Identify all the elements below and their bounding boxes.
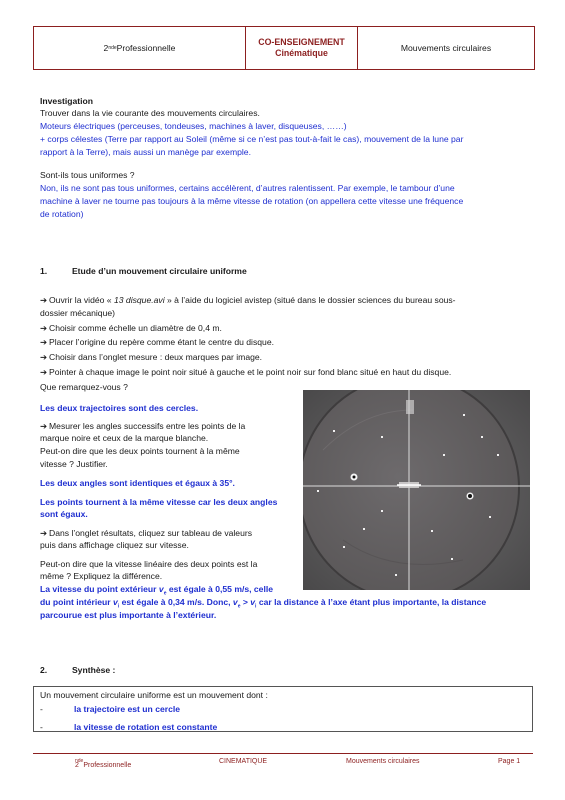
answer1: Les deux trajectoires sont des cercles. [40, 403, 199, 413]
top-marker [406, 400, 414, 414]
section2-title: Synthèse : [71, 665, 116, 675]
investigation-question: Sont-ils tous uniformes ? [40, 170, 135, 180]
answer4-line1: La vitesse du point extérieur $v_e$ est égale à 0,55 m/s, celle [40, 584, 274, 597]
header-level: 2 nde Professionnelle [34, 27, 246, 69]
right-arrow-icon: ➔ [40, 352, 48, 362]
rotating-disk [303, 390, 519, 590]
investigation-title: Investigation [40, 96, 94, 106]
investigation-answer3a: Non, ils ne sont pas tous uniformes, certains accélèrent, d’autres ralentissent. Par exemple, le tambour d’une [40, 183, 455, 193]
right-arrow-icon: ➔ [40, 421, 48, 431]
footer-subject: CINEMATIQUE [219, 758, 268, 765]
disk-video-frame [303, 390, 530, 590]
step6b: marque noire et ceux de la marque blanche. [40, 433, 209, 443]
question1: Que remarquez-vous ? [40, 382, 128, 392]
section1-heading [40, 266, 247, 277]
step1: ➔ Ouvrir la vidéo « 13 disque.avi » à l’aide du logiciel avistep (situé dans le dossier sciences du bureau sous- [40, 295, 456, 305]
section1-number: 1. [40, 266, 48, 276]
synthesis-intro: Un mouvement circulaire uniforme est un mouvement dont : [40, 690, 268, 700]
step6: ➔ Mesurer les angles successifs entre les points de la [40, 421, 246, 431]
header-chapter: Mouvements circulaires [400, 43, 492, 53]
right-arrow-icon: ➔ [40, 528, 48, 538]
investigation-answer3c: de rotation) [40, 209, 84, 219]
step4: ➔ Choisir dans l’onglet mesure : deux marques par image. [40, 352, 263, 362]
investigation-answer3b: machine à laver ne tourne pas toujours à la même vitesse de rotation (on appellera cette vitesse une fréquence [40, 196, 464, 206]
investigation-answer2b: rapport à la Terre), mais aussi un manège par exemple. [40, 147, 251, 157]
investigation-answer2a: + corps célestes (Terre par rapport au Soleil (même si ce n’est pas tout-à-fait le cas), mouvement de la lune par [40, 134, 464, 144]
right-arrow-icon: ➔ [40, 295, 48, 305]
synthesis-box [33, 686, 533, 732]
disk-image [303, 390, 530, 590]
synthesis-dash-1: - [40, 704, 43, 714]
step6d: vitesse ? Justifier. [40, 459, 108, 469]
answer4-line3: parcourue est plus importante à l’extérieur. [40, 610, 217, 620]
header-subject [246, 27, 358, 69]
right-arrow-icon: ➔ [40, 323, 48, 333]
answer4-line2: du point intérieur $v_i$ est égale à 0,34 m/s. Donc, $v_e > v_i$ car la distance à l’axe étant plus importante, la distance [40, 597, 487, 610]
answer3b: sont égaux. [40, 509, 88, 519]
page-footer [33, 753, 533, 772]
footer-page-number: Page 1 [498, 758, 521, 765]
step5: ➔ Pointer à chaque image le point noir situé à gauche et le point noir sur fond blanc situé en haut du disque. [40, 367, 452, 377]
investigation-prompt: Trouver dans la vie courante des mouvements circulaires. [40, 108, 260, 118]
section2-number: 2. [40, 665, 48, 675]
step3: ➔ Placer l’origine du repère comme étant le centre du disque. [40, 337, 274, 347]
header-subject-title: CO-ENSEIGNEMENT [258, 37, 345, 47]
step7b: puis dans affichage cliquez sur vitesse. [40, 540, 189, 550]
synthesis-item-2: la vitesse de rotation est constante [74, 722, 218, 732]
question2a: Peut-on dire que la vitesse linéaire des deux points est la [40, 559, 258, 569]
synthesis-item-1: la trajectoire est un cercle [74, 704, 181, 714]
section2-heading [40, 665, 115, 676]
synthesis-dash-2: - [40, 722, 43, 732]
right-arrow-icon: ➔ [40, 337, 48, 347]
footer-level: 2 $^{nde}$ Professionnelle [75, 758, 132, 769]
investigation-answer1: Moteurs électriques (perceuses, tondeuses, machines à laver, disqueuses, ……) [40, 121, 347, 131]
question2b: même ? Expliquez la différence. [40, 571, 163, 581]
step7: ➔ Dans l’onglet résultats, cliquez sur tableau de valeurs [40, 528, 253, 538]
header-subject-sub: Cinématique [275, 48, 328, 58]
step2: ➔ Choisir comme échelle un diamètre de 0,4 m. [40, 323, 222, 333]
right-arrow-icon: ➔ [40, 367, 48, 377]
answer2: Les deux angles sont identiques et égaux à 35°. [40, 478, 235, 488]
answer3a: Les points tournent à la même vitesse car les deux angles [40, 497, 278, 507]
step6c: Peut-on dire que les deux points tournent à la même [40, 446, 240, 456]
section1-title: Etude d’un mouvement circulaire uniforme [71, 266, 247, 276]
footer-chapter: Mouvements circulaires [346, 758, 420, 765]
step1-cont: dossier mécanique) [40, 308, 115, 318]
header-table [33, 26, 535, 70]
